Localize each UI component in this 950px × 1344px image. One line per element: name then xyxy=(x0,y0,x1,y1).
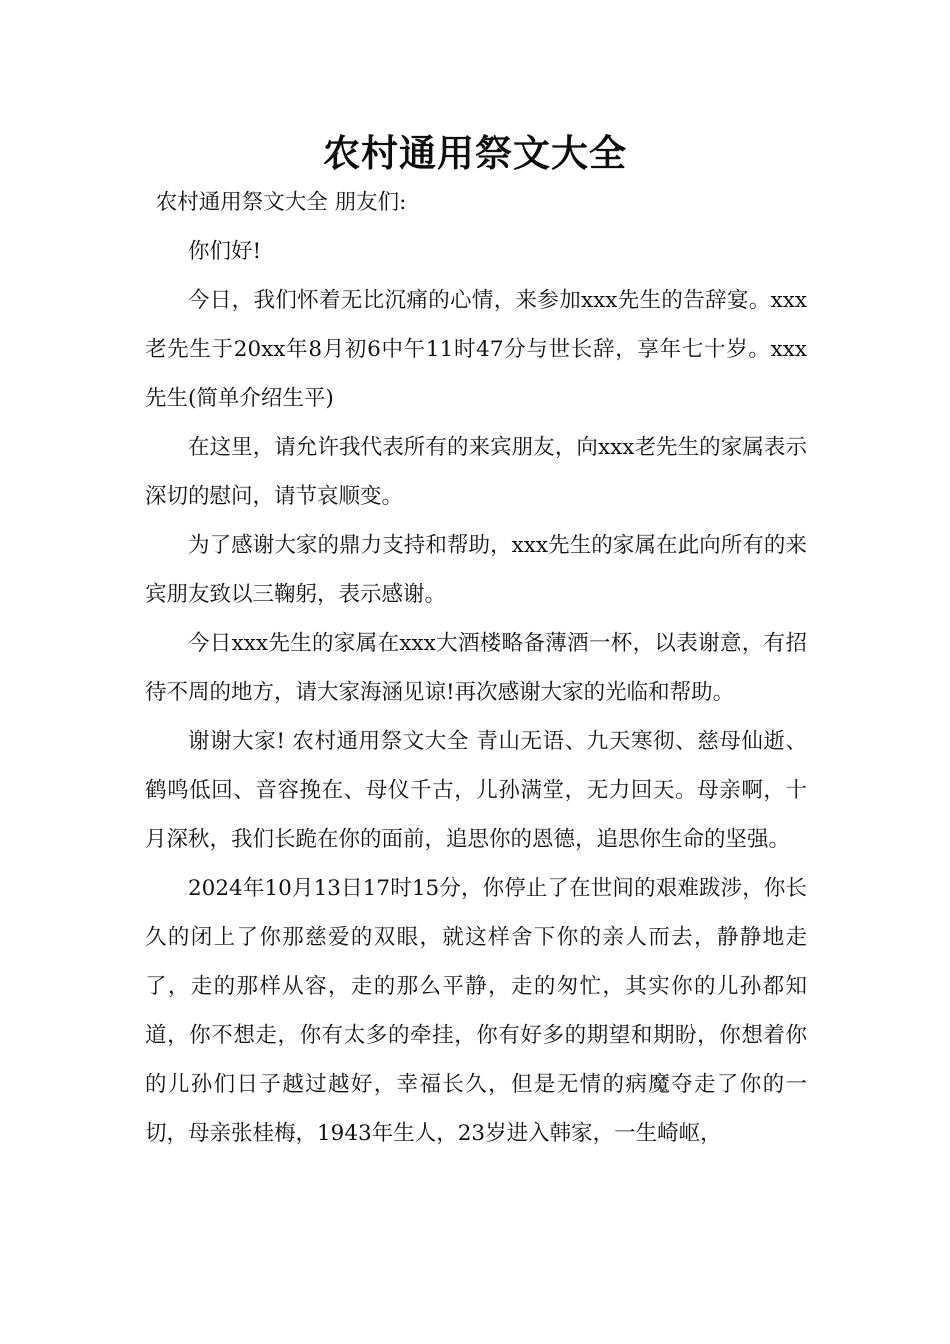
paragraph-hello: 你们好! xyxy=(188,239,262,264)
document-title: 农村通用祭文大全 xyxy=(323,132,627,175)
paragraph-banquet: 今日xxx先生的家属在xxx大酒楼略备薄酒一杯，以表谢意，有招待不周的地方，请大家海涵见谅!再次感谢大家的光临和帮助。 xyxy=(145,631,807,705)
paragraph-greeting: 农村通用祭文大全 朋友们: xyxy=(155,190,407,215)
paragraph-thanks: 为了感谢大家的鼎力支持和帮助，xxx先生的家属在此向所有的来宾朋友致以三鞠躬，表示感谢。 xyxy=(145,533,807,607)
paragraph-announcement: 今日，我们怀着无比沉痛的心情，来参加xxx先生的告辞宴。xxx老先生于20xx年8月初6中午11时47分与世长辞，享年七十岁。xxx先生(简单介绍生平) xyxy=(145,288,807,411)
paragraph-condolence: 在这里，请允许我代表所有的来宾朋友，向xxx老先生的家属表示深切的慰问，请节哀顺变。 xyxy=(145,435,807,509)
document-body xyxy=(145,178,807,1158)
paragraph-eulogy-body: 2024年10月13日17时15分，你停止了在世间的艰难跋涉，你长久的闭上了你那慈爱的双眼，就这样舍下你的亲人而去，静静地走了，走的那样从容，走的那么平静，走的匆忙，其实你的儿孙都知道，你不想走，你有太多的牵挂，你有好多的期望和期盼，你想着你的儿孙们日子越过越好，幸福长久，但是无情的病魔夺走了你的一切，母亲张桂梅，1943年生人，23岁进入韩家，一生崎岖， xyxy=(145,876,807,1146)
paragraph-eulogy-intro: 谢谢大家! 农村通用祭文大全 青山无语、九天寒彻、慈母仙逝、鹤鸣低回、音容挽在、母仪千古，儿孙满堂，无力回天。母亲啊，十月深秋，我们长跪在你的面前，追思你的恩德，追思你生命的坚强。 xyxy=(145,729,807,852)
